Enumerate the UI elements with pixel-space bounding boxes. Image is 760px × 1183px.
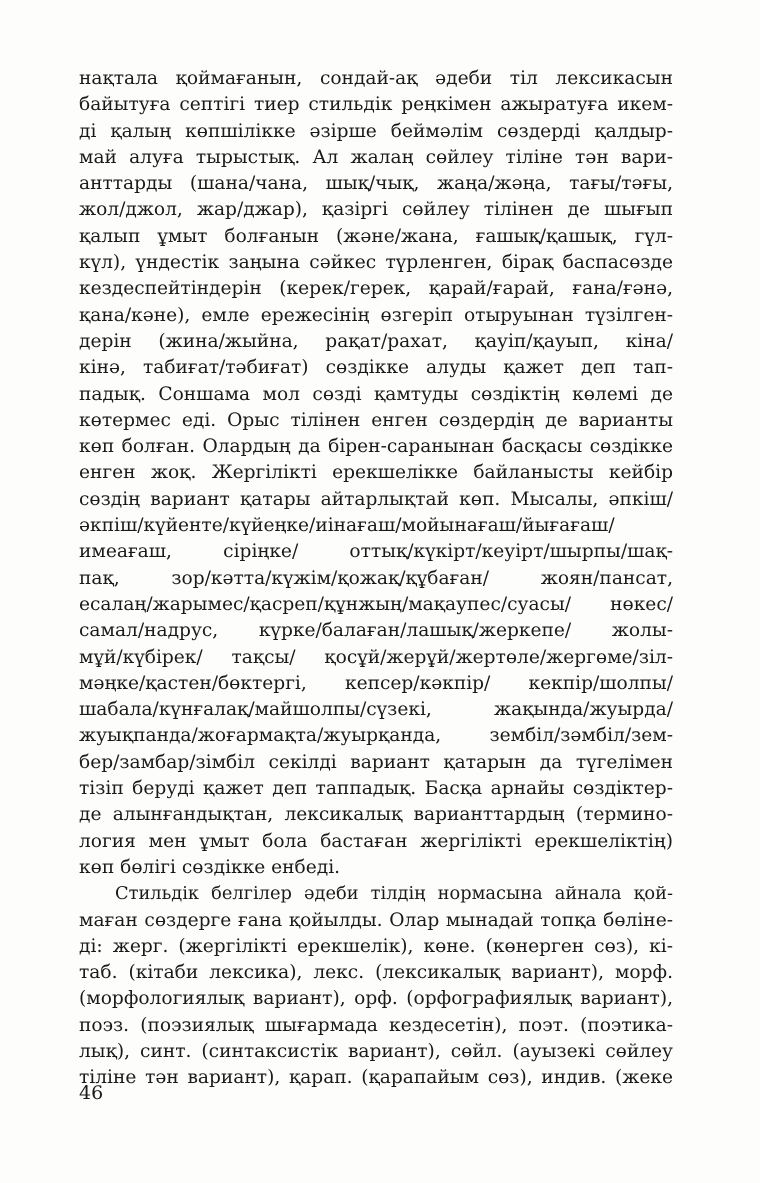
text-line: дерін (жина/жыйна, рақат/рахат, қауіп/қауып, кіна/	[79, 330, 673, 352]
text-line: көп бөлігі сөздікке енбеді.	[79, 856, 341, 878]
text-line: байытуға септігі тиер стильдік реңкімен ажыратуға икем-	[79, 94, 673, 116]
text-line: имеағаш, сіріңке/ оттық/күкірт/кеуірт/шырпы/шақ-	[79, 541, 673, 563]
text-line: күл), үндестік заңына сәйкес түрленген, бірақ баспасөзде	[79, 252, 673, 274]
page-number: 46	[79, 1082, 104, 1104]
text-line: қалып ұмыт болғанын (және/жана, ғашық/қашық, гүл-	[79, 225, 673, 247]
text-line: май алуға тырыстық. Ал жалаң сөйлеу тіліне тән вари-	[79, 146, 673, 168]
text-line: пақ, зор/кәтта/күжім/қожақ/құбаған/ жоян/пансат,	[79, 567, 673, 589]
text-line: әкпіш/күйенте/күйеңке/иінағаш/мойынағаш/йығағаш/	[79, 515, 615, 537]
text-line: енген жоқ. Жергілікті ерекшелікке байланысты кейбір	[79, 462, 673, 484]
text-line: Стильдік белгілер әдеби тілдің нормасына айнала қой-	[115, 883, 673, 905]
text-line: мұй/күбірек/ тақсы/ қосұй/жерұй/жертөле/жергөме/зіл-	[79, 646, 673, 668]
text-line: ді қалың көпшілікке әзірше беймәлім сөздерді қалдыр-	[79, 120, 673, 142]
text-line: есалаң/жарымес/қасреп/құнжың/мақаупес/суасы/ нөкес/	[79, 593, 673, 615]
text-line: бер/замбар/зімбіл секілді вариант қатарын да түгелімен	[79, 751, 673, 773]
text-line: қана/кәне), емле ережесінің өзгеріп отыруынан түзілген-	[79, 304, 673, 326]
text-line: тіліне тән вариант), қарап. (қарапайым сөз), индив. (жеке	[79, 1067, 673, 1089]
text-line: таб. (кітаби лексика), лекс. (лексикалық вариант), морф.	[79, 962, 673, 984]
text-line: логия мен ұмыт бола бастаған жергілікті ерекшеліктің)	[79, 830, 673, 852]
text-line: анттарды (шана/чана, шық/чық, жаңа/жәңа, тағы/тәғы,	[79, 173, 673, 195]
text-line: (морфологиялық вариант), орф. (орфографиялық вариант),	[79, 988, 673, 1010]
text-line: шабала/күнғалақ/майшолпы/сүзекі, жақында/жуырда/	[79, 699, 673, 721]
body-text	[79, 66, 673, 1092]
text-line: көп болған. Олардың да бірен-саранынан басқасы сөздікке	[79, 436, 673, 458]
text-line: көтермес еді. Орыс тілінен енген сөздердің де варианты	[79, 409, 673, 431]
text-line: самал/надрус, күрке/балаған/лашық/жеркепе/ жолы-	[79, 620, 673, 642]
text-line: поэз. (поэзиялық шығармада кездесетін), поэт. (поэтика-	[79, 1014, 673, 1036]
text-line: тізіп беруді қажет деп таппадық. Басқа арнайы сөздіктер-	[79, 778, 673, 800]
text-line: кездеспейтіндерін (керек/герек, қарай/ғарай, ғана/ғәнә,	[79, 278, 673, 300]
text-line: лық), синт. (синтаксистік вариант), сөйл. (ауызекі сөйлеу	[79, 1040, 673, 1062]
text-line: кінә, табиғат/тәбиғат) сөздікке алуды қажет деп тап-	[79, 357, 673, 379]
text-line: де алынғандықтан, лексикалық варианттардың (термино-	[79, 804, 673, 826]
text-line: ді: жерг. (жергілікті ерекшелік), көне. (көнерген сөз), кі-	[79, 935, 673, 957]
text-line: сөздің вариант қатары айтарлықтай көп. Мысалы, әпкіш/	[79, 488, 673, 510]
text-line: маған сөздерге ғана қойылды. Олар мынадай топқа бөліне-	[79, 909, 673, 931]
text-line: мәңке/қастен/бөктергі, кепсер/кәкпір/ кекпір/шолпы/	[79, 672, 673, 694]
text-line: жуықпанда/жоғармақта/жуырқанда, зембіл/зәмбіл/зем-	[79, 725, 673, 747]
text-line: жол/джол, жар/джар), қазіргі сөйлеу тілінен де шығып	[79, 199, 673, 221]
text-line: падық. Соншама мол сөзді қамтуды сөздіктің көлемі де	[79, 383, 673, 405]
text-line: нақтала қоймағанын, сондай-ақ әдеби тіл лексикасын	[79, 68, 673, 89]
